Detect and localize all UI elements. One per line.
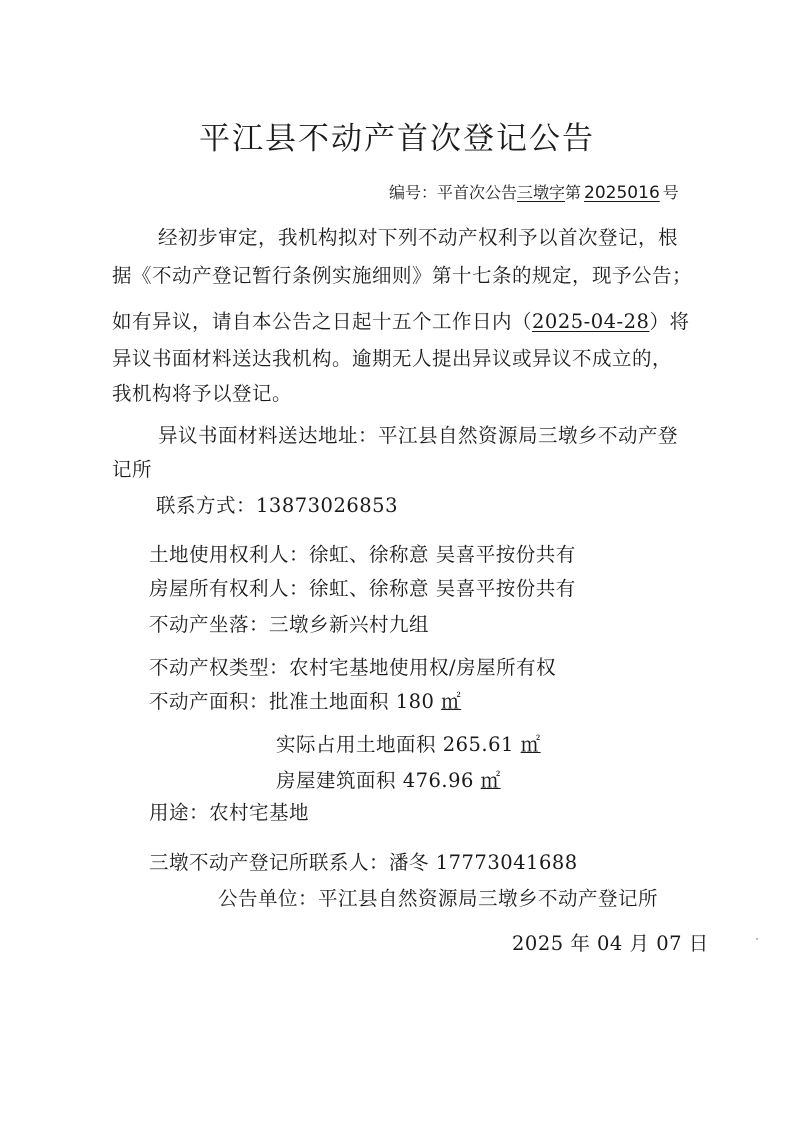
right-type: 不动产权类型：农村宅基地使用权/房屋所有权 bbox=[149, 656, 557, 679]
area-building-line bbox=[276, 765, 501, 793]
actual-area: 实际占用土地面积 265.61 bbox=[276, 733, 514, 756]
notice-unit: 公告单位：平江县自然资源局三墩乡不动产登记所 bbox=[218, 887, 659, 910]
scan-speck bbox=[756, 938, 758, 940]
number-code: 2025016 bbox=[584, 183, 660, 203]
paragraph-line-4: 异议书面材料送达我机构。逾期无人提出异议或异议不成立的， bbox=[112, 347, 673, 370]
deadline-date: 2025-04-28 bbox=[532, 310, 650, 333]
paragraph-line-5: 我机构将予以登记。 bbox=[112, 382, 293, 405]
paragraph-line-1: 经初步审定，我机构拟对下列不动产权利予以首次登记，根 bbox=[158, 226, 679, 249]
contact-label: 联系方式： bbox=[156, 494, 257, 517]
number-place: 三墩字 bbox=[517, 183, 566, 202]
address-line-1: 异议书面材料送达地址：平江县自然资源局三墩乡不动产登 bbox=[158, 424, 679, 447]
area-actual-line bbox=[276, 729, 541, 757]
house-holder: 房屋所有权利人：徐虹、徐称意 吴喜平按份共有 bbox=[149, 577, 576, 600]
contact-phone: 13873026853 bbox=[256, 494, 398, 517]
number-prefix: 编号：平首次公告 bbox=[389, 183, 518, 202]
notice-number bbox=[389, 180, 679, 203]
building-area: 房屋建筑面积 476.96 bbox=[276, 769, 474, 792]
area-unit: ㎡ bbox=[520, 733, 541, 756]
usage: 用途：农村宅基地 bbox=[149, 801, 310, 824]
notice-title: 平江县不动产首次登记公告 bbox=[199, 121, 595, 157]
notice-date: 2025 年 04 月 07 日 bbox=[512, 932, 709, 955]
office-contact: 三墩不动产登记所联系人：潘冬 17773041688 bbox=[149, 851, 578, 874]
number-mid: 第 bbox=[565, 183, 582, 202]
area-unit: ㎡ bbox=[480, 769, 501, 792]
paragraph-line-2: 据《不动产登记暂行条例实施细则》第十七条的规定，现予公告； bbox=[112, 264, 693, 287]
address-line-2: 记所 bbox=[112, 458, 153, 481]
area-approved-line bbox=[149, 686, 461, 714]
area-unit: ㎡ bbox=[441, 690, 462, 713]
approved-area: 批准土地面积 180 bbox=[269, 690, 435, 713]
paragraph-line-3: 如有异议，请自本公告之日起十五个工作日内（2025-04-28）将 bbox=[112, 310, 690, 333]
contact-line bbox=[156, 490, 398, 518]
property-location: 不动产坐落：三墩乡新兴村九组 bbox=[149, 613, 430, 636]
land-holder: 土地使用权利人：徐虹、徐称意 吴喜平按份共有 bbox=[149, 543, 576, 566]
area-label: 不动产面积： bbox=[149, 690, 270, 713]
number-suffix: 号 bbox=[662, 183, 679, 202]
